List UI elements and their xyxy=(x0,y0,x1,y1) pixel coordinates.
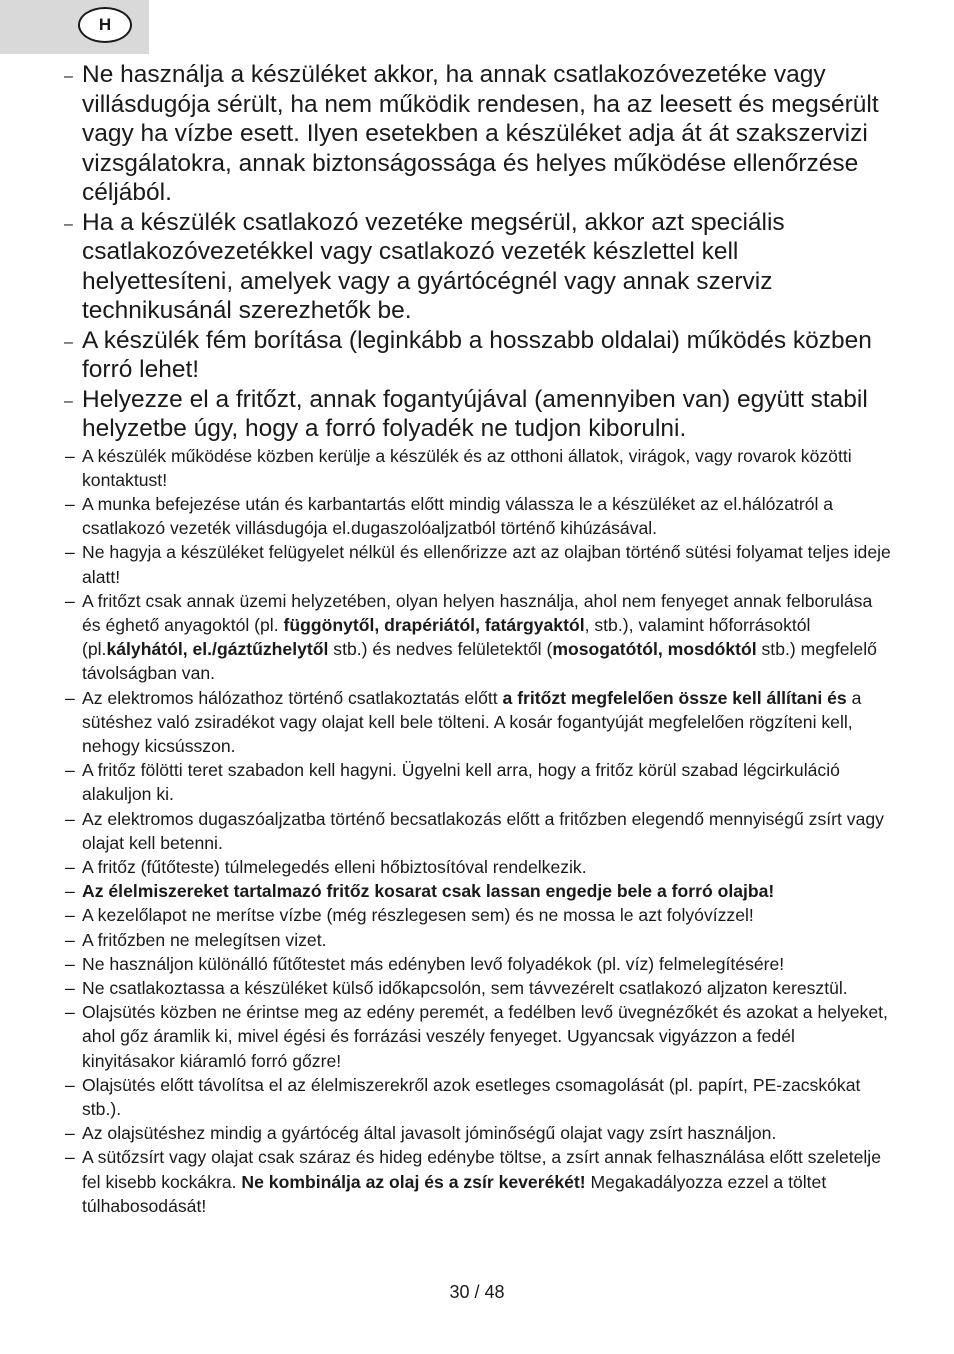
bold-text: függönytől, drapériától, fatárgyaktól xyxy=(283,614,585,635)
list-item-text: A készülék működése közben kerülje a készülék és az otthoni állatok, virágok, vagy rovarok közötti kontaktust! xyxy=(82,445,852,490)
list-item xyxy=(62,952,892,976)
list-item-text: Ne csatlakoztassa a készüléket külső időkapcsolón, sem távvezérelt csatlakozó aljzaton keresztül. xyxy=(82,977,848,998)
bullet-dash: – xyxy=(65,493,75,514)
list-item xyxy=(62,208,892,326)
list-item-text xyxy=(82,688,861,756)
list-item-text: Olajsütés közben ne érintse meg az edény peremét, a fedélben levő üvegnézőkét és azokat a helyeket, ahol gőz áramlik ki, mivel égési és forrázási veszély fenyeget. Ugyancsak vigyázzon a fedél kinyitásakor kiáramló forró gőzre! xyxy=(82,1002,888,1071)
bullet-dash: – xyxy=(65,881,75,902)
text-run: Az elektromos hálózathoz történő csatlakoztatás előtt xyxy=(82,687,503,708)
safety-instructions-list xyxy=(62,60,892,1218)
bullet-dash: – xyxy=(65,542,75,563)
list-item xyxy=(62,903,892,927)
list-item xyxy=(62,855,892,879)
bold-text: Ne kombinálja az olaj és a zsír keverékét! xyxy=(241,1171,586,1192)
bullet-dash: – xyxy=(65,856,75,877)
list-item xyxy=(62,492,892,540)
list-item xyxy=(62,540,892,588)
bullet-dash: – xyxy=(64,68,73,85)
bullet-dash: – xyxy=(65,1123,75,1144)
bullet-dash: – xyxy=(65,953,75,974)
list-item-text: Az elektromos dugaszóaljzatba történő becsatlakozás előtt a fritőzben elegendő mennyiségű zsírt vagy olajat kell betenni. xyxy=(82,808,884,853)
list-item xyxy=(62,326,892,385)
language-badge: H xyxy=(78,7,132,43)
list-item xyxy=(62,60,892,208)
list-item xyxy=(62,976,892,1000)
bullet-dash: – xyxy=(65,905,75,926)
list-item-text xyxy=(82,591,877,684)
list-item xyxy=(62,1000,892,1073)
text-run: a sütéshez való zsiradékot vagy olajat kell bele tölteni. A kosár fogantyúját megfelelően rögzíteni kell, nehogy kicsússzon. xyxy=(82,687,862,756)
list-item-text: Olajsütés előtt távolítsa el az élelmiszerekről azok esetleges csomagolását (pl. papírt, PE-zacskókat stb.). xyxy=(82,1074,861,1119)
list-item xyxy=(62,444,892,492)
list-item-text: A fritőz fölötti teret szabadon kell hagyni. Ügyelni kell arra, hogy a fritőz körül szabad légcirkuláció alakuljon ki. xyxy=(82,760,840,805)
bullet-dash: – xyxy=(65,687,75,708)
list-item xyxy=(62,686,892,759)
list-item-text: A fritőzben ne melegítsen vizet. xyxy=(82,929,327,950)
bold-text: mosogatótól, mosdóktól xyxy=(552,639,757,660)
list-item-text: Ha a készülék csatlakozó vezetéke megsérül, akkor azt speciális csatlakozóvezetékkel vagy csatlakozó vezeték készlettel kell helyettesíteni, amelyek vagy a gyártócégnél vagy annak szerviz technikusánál szerezhetők be. xyxy=(82,208,785,324)
bullet-dash: – xyxy=(64,333,73,351)
text-run: stb.) megfelelő távolságban van. xyxy=(82,639,877,684)
list-item-text: A fritőz (fűtőteste) túlmelegedés elleni hőbiztosítóval rendelkezik. xyxy=(82,856,587,877)
list-item xyxy=(62,879,892,903)
bullet-dash: – xyxy=(65,760,75,781)
bold-text: kályhától, el./gáztűzhelytől xyxy=(106,639,329,660)
page-number: 30 / 48 xyxy=(449,1282,505,1302)
bullet-dash: – xyxy=(65,445,75,466)
bullet-dash: – xyxy=(65,1002,75,1023)
bullet-dash: – xyxy=(65,929,75,950)
text-run: A fritőzt csak annak üzemi helyzetében, olyan helyen használja, ahol nem fenyeget annak felborulása és éghető anyagoktól (pl. xyxy=(82,590,873,635)
list-item-text: A kezelőlapot ne merítse vízbe (még részlegesen sem) és ne mossa le azt folyóvízzel! xyxy=(82,905,754,926)
list-item-text: Ne használjon különálló fűtőtestet más edényben levő folyadékok (pl. víz) felmelegítésére! xyxy=(82,953,785,974)
language-tab xyxy=(0,0,149,54)
list-item xyxy=(62,1145,892,1218)
list-item-text: A munka befejezése után és karbantartás előtt mindig válassza le a készüléket az el.hálózatról a csatlakozó vezeték villásdugója el.dugaszolóaljzatból történő kihúzásával. xyxy=(82,493,834,539)
bullet-dash: – xyxy=(65,977,75,998)
text-run: stb.) és nedves felületektől ( xyxy=(328,639,553,660)
bullet-dash: – xyxy=(64,215,73,233)
list-item xyxy=(62,928,892,952)
list-item-text: Ne hagyja a készüléket felügyelet nélkül és ellenőrizze azt az olajban történő sütési folyamat teljes ideje alatt! xyxy=(82,542,891,587)
list-item-text: A készülék fém borítása (leginkább a hosszabb oldalai) működés közben forró lehet! xyxy=(82,326,872,383)
list-item xyxy=(62,1121,892,1145)
bullet-dash: – xyxy=(65,1147,75,1168)
bullet-dash: – xyxy=(64,392,73,410)
bullet-dash: – xyxy=(65,1074,75,1095)
list-item-text: Helyezze el a fritőzt, annak fogantyújával (amennyiben van) együtt stabil helyzetbe úgy, hogy a forró folyadék ne tudjon kiborulni. xyxy=(82,385,868,442)
list-item xyxy=(62,758,892,806)
bullet-dash: – xyxy=(65,590,75,611)
list-item-text: Ne használja a készüléket akkor, ha annak csatlakozóvezetéke vagy villásdugója sérült, ha nem működik rendesen, ha az leesett és megsérült vagy ha vízbe esett. Ilyen esetekben a készüléket adja át át szakszervizi vizsgálatokra, annak biztonságossága és helyes működése ellenőrzése céljából. xyxy=(82,61,879,206)
bullet-dash: – xyxy=(65,808,75,829)
list-item xyxy=(62,385,892,444)
list-item xyxy=(62,807,892,855)
list-item-text: Az olajsütéshez mindig a gyártócég által javasolt jóminőségű olajat vagy zsírt használjon. xyxy=(82,1123,777,1144)
bold-text: a fritőzt megfelelően össze kell állítani és xyxy=(502,687,847,708)
text-run: A sütőzsírt vagy olajat csak száraz és hideg edénybe töltse, a zsírt annak felhasználása előtt szeletelje fel kisebb kockákra. xyxy=(82,1147,882,1192)
list-item-text-bold: Az élelmiszereket tartalmazó fritőz kosarat csak lassan engedje bele a forró olajba! xyxy=(82,881,775,902)
list-item xyxy=(62,1073,892,1121)
text-run: , stb.), valamint hőforrásoktól (pl. xyxy=(82,614,811,660)
list-item-text xyxy=(82,1147,881,1215)
list-item xyxy=(62,589,892,686)
text-run: Megakadályozza ezzel a töltet túlhabosodását! xyxy=(82,1171,827,1216)
